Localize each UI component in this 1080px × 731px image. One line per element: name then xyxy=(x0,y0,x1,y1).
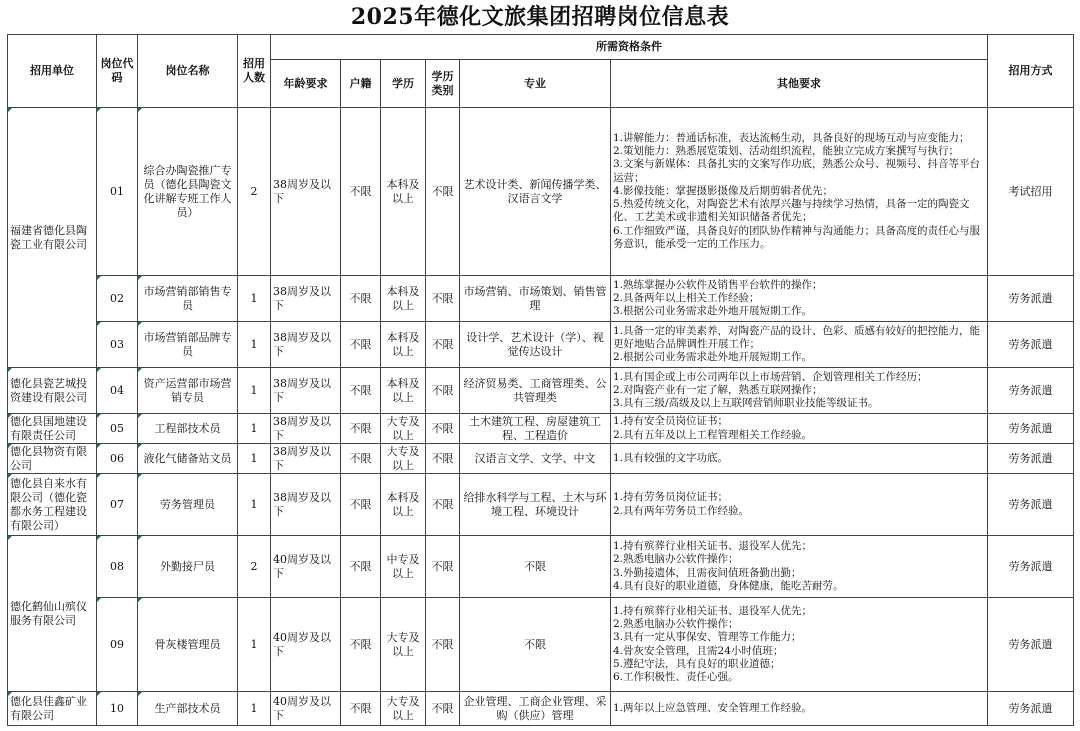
requirement-line: 1.具备一定的审美素养，对陶瓷产品的设计、色彩、质感有较好的把控能力，能更好地贴合品牌调性开展工作； xyxy=(613,324,981,350)
cell-major: 给排水科学与工程、土木与环境工程、环境设计 xyxy=(460,474,611,536)
table-row xyxy=(8,322,1074,368)
cell-education: 本科及以上 xyxy=(381,368,426,414)
header-hukou: 户籍 xyxy=(341,60,381,108)
cell-unit: 德化县佳鑫矿业有限公司 xyxy=(8,692,97,726)
cell-other xyxy=(611,536,988,598)
cell-count: 1 xyxy=(238,598,271,692)
requirement-line: 2.熟悉电脑办公软件操作； xyxy=(613,618,739,631)
cell-name: 市场营销部品牌专员 xyxy=(138,322,238,368)
cell-edu-type: 不限 xyxy=(426,414,460,444)
cell-name: 骨灰楼管理员 xyxy=(138,598,238,692)
cell-count: 2 xyxy=(238,536,271,598)
requirement-line: 2.策划能力：熟悉展览策划、活动组织流程，能独立完成方案撰写与执行； xyxy=(613,145,960,158)
cell-major: 经济贸易类、工商管理类、公共管理类 xyxy=(460,368,611,414)
cell-method: 劳务派遣 xyxy=(988,444,1074,474)
cell-name: 外勤接尸员 xyxy=(138,536,238,598)
page-title: 2025年德化文旅集团招聘岗位信息表 xyxy=(350,4,730,30)
requirement-line: 6.工作细致严谨，具备良好的团队协作精神与沟通能力；具备高度的责任心与服务意识，能承受一定的工作压力。 xyxy=(613,224,981,250)
header-edu-type: 学历类别 xyxy=(426,60,460,108)
cell-hukou: 不限 xyxy=(341,108,381,276)
cell-edu-type: 不限 xyxy=(426,598,460,692)
requirement-line: 3.具有一定从事保安、管理等工作能力； xyxy=(613,631,802,644)
cell-hukou: 不限 xyxy=(341,474,381,536)
cell-hukou: 不限 xyxy=(341,368,381,414)
cell-method: 劳务派遣 xyxy=(988,414,1074,444)
cell-age: 38周岁及以下 xyxy=(271,322,341,368)
cell-count: 1 xyxy=(238,322,271,368)
cell-unit: 德化县物资有限公司 xyxy=(8,444,97,474)
cell-major: 土木建筑工程、房屋建筑工程、工程造价 xyxy=(460,414,611,444)
cell-code: 05 xyxy=(97,414,138,444)
cell-count: 1 xyxy=(238,692,271,726)
requirement-line: 2.具有两年劳务员工作经验。 xyxy=(613,504,750,517)
requirement-line: 1.持有殡葬行业相关证书、退役军人优先； xyxy=(613,540,813,553)
header-qualifications: 所需资格条件 xyxy=(271,35,988,60)
cell-other xyxy=(611,444,988,474)
table-row xyxy=(8,414,1074,444)
requirement-line: 3.具有三级/高级及以上互联网营销师职业技能等级证书。 xyxy=(613,397,879,410)
cell-education: 大专及以上 xyxy=(381,692,426,726)
cell-count: 1 xyxy=(238,474,271,536)
cell-edu-type: 不限 xyxy=(426,108,460,276)
cell-major: 汉语言文学、文学、中文 xyxy=(460,444,611,474)
table-row xyxy=(8,598,1074,692)
cell-method: 劳务派遣 xyxy=(988,692,1074,726)
requirement-line: 5.热爱传统文化，对陶瓷艺术有浓厚兴趣与持续学习热情，具备一定的陶瓷文化、工艺美术或非遗相关知识储备者优先； xyxy=(613,198,970,224)
cell-education: 本科及以上 xyxy=(381,108,426,276)
cell-edu-type: 不限 xyxy=(426,536,460,598)
table-body xyxy=(8,108,1074,726)
cell-education: 本科及以上 xyxy=(381,276,426,322)
cell-other xyxy=(611,692,988,726)
cell-code: 10 xyxy=(97,692,138,726)
cell-age: 38周岁及以下 xyxy=(271,444,341,474)
table-row xyxy=(8,444,1074,474)
cell-hukou: 不限 xyxy=(341,414,381,444)
cell-count: 1 xyxy=(238,368,271,414)
cell-code: 01 xyxy=(97,108,138,276)
cell-major: 不限 xyxy=(460,536,611,598)
cell-count: 1 xyxy=(238,444,271,474)
cell-major: 不限 xyxy=(460,598,611,692)
requirement-line: 1.具有国企或上市公司两年以上市场营销、企划管理相关工作经历； xyxy=(613,370,928,383)
cell-code: 08 xyxy=(97,536,138,598)
cell-major: 艺术设计类、新闻传播学类、汉语言文学 xyxy=(460,108,611,276)
cell-method: 劳务派遣 xyxy=(988,276,1074,322)
cell-unit: 德化县自来水有限公司（德化瓷都水务工程建设有限公司） xyxy=(8,474,97,536)
requirement-line: 4.具有良好的职业道德，身体健康，能吃苦耐劳。 xyxy=(613,579,844,592)
header-education: 学历 xyxy=(381,60,426,108)
cell-hukou: 不限 xyxy=(341,276,381,322)
cell-method: 劳务派遣 xyxy=(988,322,1074,368)
cell-age: 38周岁及以下 xyxy=(271,368,341,414)
cell-edu-type: 不限 xyxy=(426,322,460,368)
table-row xyxy=(8,108,1074,276)
requirement-line: 2.根据公司业务需求赴外地开展短期工作。 xyxy=(613,351,813,364)
cell-age: 38周岁及以下 xyxy=(271,414,341,444)
cell-unit: 德化县国地建设有限责任公司 xyxy=(8,414,97,444)
cell-other xyxy=(611,108,988,276)
cell-education: 本科及以上 xyxy=(381,322,426,368)
requirement-line: 5.遵纪守法，具有良好的职业道德； xyxy=(613,657,781,670)
cell-count: 1 xyxy=(238,414,271,444)
table-row xyxy=(8,536,1074,598)
cell-unit: 德化鹤仙山殡仪服务有限公司 xyxy=(8,536,97,692)
cell-code: 06 xyxy=(97,444,138,474)
cell-code: 04 xyxy=(97,368,138,414)
table-row xyxy=(8,474,1074,536)
cell-method: 考试招用 xyxy=(988,108,1074,276)
cell-count: 2 xyxy=(238,108,271,276)
cell-code: 09 xyxy=(97,598,138,692)
requirement-line: 3.文案与新媒体：具备扎实的文案写作功底，熟悉公众号、视频号、抖音等平台运营； xyxy=(613,158,981,184)
cell-code: 03 xyxy=(97,322,138,368)
requirement-line: 1.讲解能力：普通话标准，表达流畅生动，具备良好的现场互动与应变能力； xyxy=(613,132,970,145)
cell-hukou: 不限 xyxy=(341,692,381,726)
requirement-line: 1.具有较强的文字功底。 xyxy=(613,451,729,464)
requirement-line: 1.持有安全员岗位证书； xyxy=(613,415,729,428)
requirement-line: 1.熟练掌握办公软件及销售平台软件的操作； xyxy=(613,278,823,291)
cell-hukou: 不限 xyxy=(341,444,381,474)
cell-education: 大专及以上 xyxy=(381,444,426,474)
cell-other xyxy=(611,368,988,414)
cell-edu-type: 不限 xyxy=(426,276,460,322)
cell-age: 40周岁及以下 xyxy=(271,692,341,726)
cell-other xyxy=(611,276,988,322)
cell-unit: 德化县瓷艺城投资建设有限公司 xyxy=(8,368,97,414)
table-row xyxy=(8,692,1074,726)
header-name: 岗位名称 xyxy=(138,35,238,108)
cell-other xyxy=(611,598,988,692)
cell-education: 大专及以上 xyxy=(381,598,426,692)
cell-unit: 福建省德化县陶瓷工业有限公司 xyxy=(8,108,97,368)
cell-age: 40周岁及以下 xyxy=(271,598,341,692)
cell-edu-type: 不限 xyxy=(426,444,460,474)
cell-age: 38周岁及以下 xyxy=(271,474,341,536)
cell-education: 本科及以上 xyxy=(381,474,426,536)
table-row xyxy=(8,276,1074,322)
header-major: 专业 xyxy=(460,60,611,108)
header-method: 招用方式 xyxy=(988,35,1074,108)
requirement-line: 1.持有劳务员岗位证书； xyxy=(613,491,729,504)
cell-major: 市场营销、市场策划、销售管理 xyxy=(460,276,611,322)
table-row xyxy=(8,368,1074,414)
cell-edu-type: 不限 xyxy=(426,474,460,536)
cell-age: 38周岁及以下 xyxy=(271,276,341,322)
cell-name: 劳务管理员 xyxy=(138,474,238,536)
cell-method: 劳务派遣 xyxy=(988,474,1074,536)
cell-method: 劳务派遣 xyxy=(988,536,1074,598)
requirement-line: 1.持有殡葬行业相关证书、退役军人优先； xyxy=(613,604,813,617)
requirement-line: 2.具备两年以上相关工作经验； xyxy=(613,291,760,304)
cell-age: 40周岁及以下 xyxy=(271,536,341,598)
cell-other xyxy=(611,322,988,368)
header-count: 招用人数 xyxy=(238,35,271,108)
cell-hukou: 不限 xyxy=(341,536,381,598)
recruitment-table xyxy=(7,34,1074,726)
cell-education: 中专及以上 xyxy=(381,536,426,598)
cell-age: 38周岁及以下 xyxy=(271,108,341,276)
cell-method: 劳务派遣 xyxy=(988,368,1074,414)
requirement-line: 1.两年以上应急管理、安全管理工作经验。 xyxy=(613,701,813,714)
cell-code: 07 xyxy=(97,474,138,536)
cell-count: 1 xyxy=(238,276,271,322)
cell-name: 综合办陶瓷推广专员（德化县陶瓷文化讲解专班工作人员） xyxy=(138,108,238,276)
requirement-line: 4.影像技能：掌握摄影摄像及后期剪辑者优先； xyxy=(613,184,834,197)
requirement-line: 4.骨灰安全管理，且需24小时值班； xyxy=(613,644,784,657)
requirement-line: 2.对陶瓷产业有一定了解，熟悉互联网操作； xyxy=(613,383,823,396)
cell-code: 02 xyxy=(97,276,138,322)
requirement-line: 6.工作积极性、责任心强。 xyxy=(613,670,739,683)
requirement-line: 3.外勤接遗体，且需夜间值班备勤出勤； xyxy=(613,566,802,579)
header-code: 岗位代码 xyxy=(97,35,138,108)
cell-education: 大专及以上 xyxy=(381,414,426,444)
cell-edu-type: 不限 xyxy=(426,692,460,726)
header-age: 年龄要求 xyxy=(271,60,341,108)
header-unit: 招用单位 xyxy=(8,35,97,108)
cell-name: 液化气储备站文员 xyxy=(138,444,238,474)
cell-hukou: 不限 xyxy=(341,598,381,692)
requirement-line: 2.具有五年及以上工程管理相关工作经验。 xyxy=(613,428,813,441)
cell-name: 工程部技术员 xyxy=(138,414,238,444)
cell-major: 企业管理、工商企业管理、采购（供应）管理 xyxy=(460,692,611,726)
header-other: 其他要求 xyxy=(611,60,988,108)
cell-name: 资产运营部市场营销专员 xyxy=(138,368,238,414)
requirement-line: 2.熟悉电脑办公软件操作； xyxy=(613,553,739,566)
cell-other xyxy=(611,474,988,536)
cell-edu-type: 不限 xyxy=(426,368,460,414)
cell-name: 市场营销部销售专员 xyxy=(138,276,238,322)
requirement-line: 3.根据公司业务需求赴外地开展短期工作。 xyxy=(613,305,813,318)
cell-other xyxy=(611,414,988,444)
cell-hukou: 不限 xyxy=(341,322,381,368)
cell-name: 生产部技术员 xyxy=(138,692,238,726)
cell-major: 设计学、艺术设计（学）、视觉传达设计 xyxy=(460,322,611,368)
cell-method: 劳务派遣 xyxy=(988,598,1074,692)
